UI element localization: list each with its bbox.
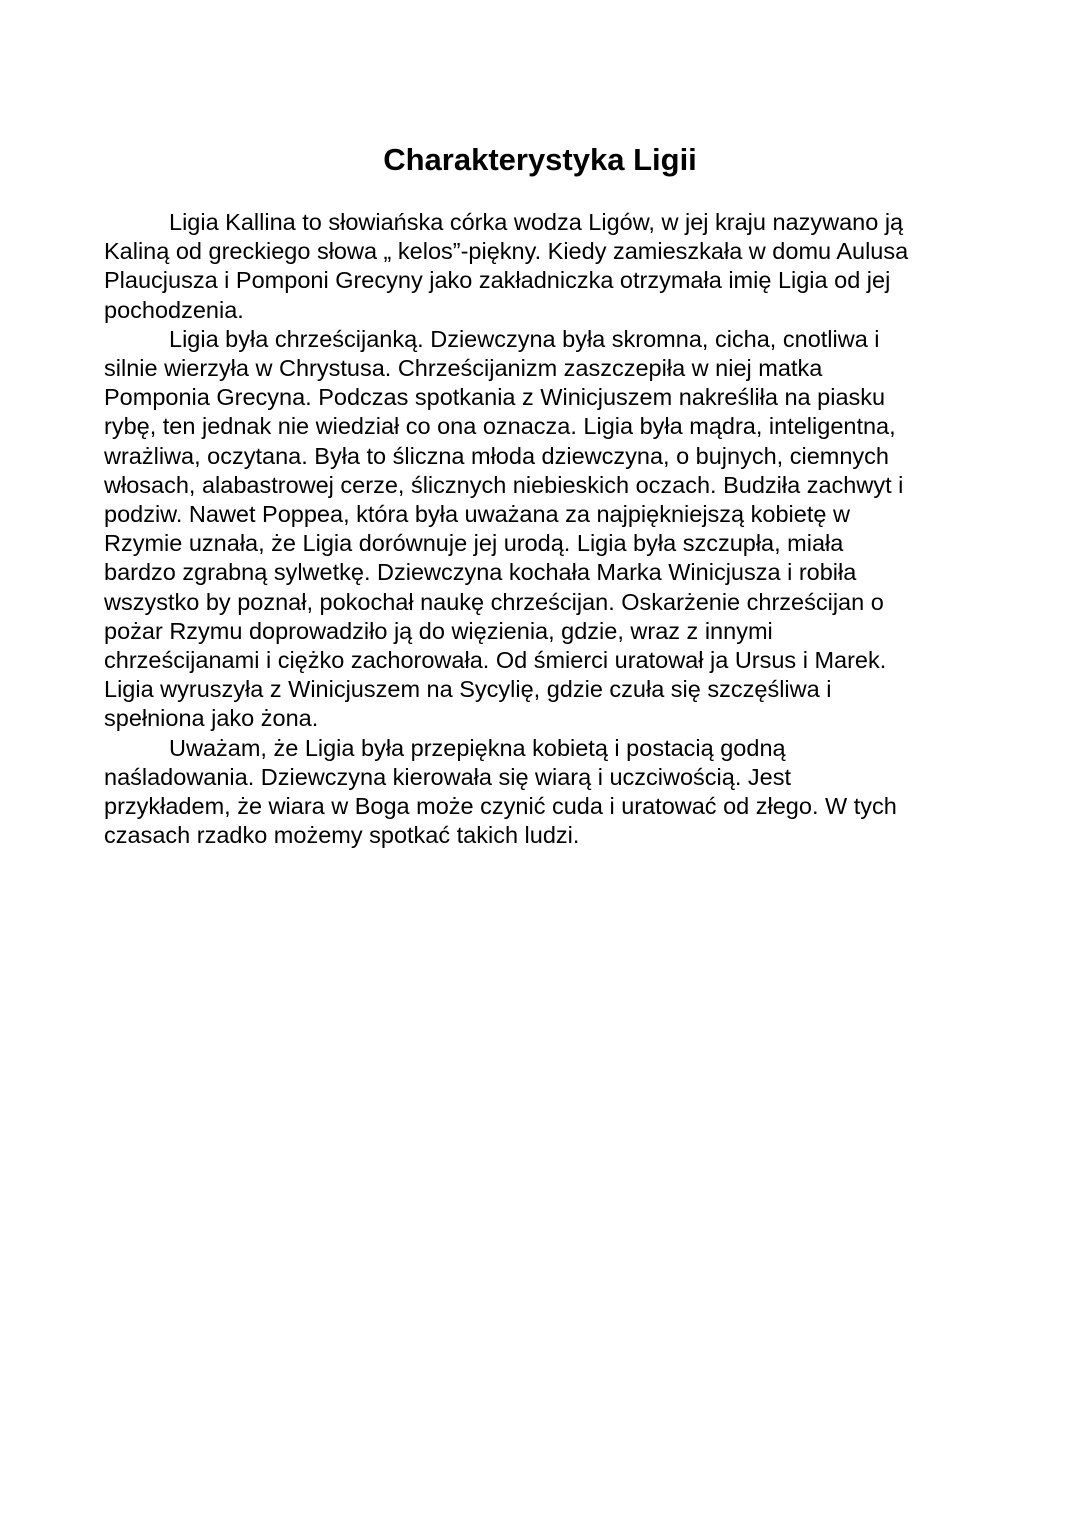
text-line: czasach rzadko możemy spotkać takich ludzi. <box>104 822 580 849</box>
document-body <box>104 208 994 850</box>
text-line: pożar Rzymu doprowadziło ją do więzienia, gdzie, wraz z innymi <box>104 617 773 644</box>
text-line: bardzo zgrabną sylwetkę. Dziewczyna kochała Marka Winicjusza i robiła <box>104 559 857 586</box>
text-line: wrażliwa, oczytana. Była to śliczna młoda dziewczyna, o bujnych, ciemnych <box>104 442 889 469</box>
text-line: chrześcijanami i ciężko zachorowała. Od śmierci uratował ja Ursus i Marek. <box>104 647 887 674</box>
text-line: Plaucjusza i Pomponi Grecyny jako zakładniczka otrzymała imię Ligia od jej <box>104 267 891 294</box>
document-title: Charakterystyka Ligii <box>383 142 697 177</box>
text-line: Ligia była chrześcijanką. Dziewczyna była skromna, cicha, cnotliwa i <box>169 325 880 352</box>
text-line: rybę, ten jednak nie wiedział co ona oznacza. Ligia była mądra, inteligentna, <box>104 413 896 440</box>
paragraph-conclusion <box>104 734 994 851</box>
text-line: silnie wierzyła w Chrystusa. Chrześcijanizm zaszczepiła w niej matka <box>104 355 823 382</box>
text-line: Pomponia Grecyna. Podczas spotkania z Winicjuszem nakreśliła na piasku <box>104 384 886 411</box>
text-line: Rzymie uznała, że Ligia dorównuje jej urodą. Ligia była szczupła, miała <box>104 530 844 557</box>
paragraph-character <box>104 325 994 734</box>
text-line: podziw. Nawet Poppea, która była uważana za najpiękniejszą kobietę w <box>104 501 850 528</box>
text-line: włosach, alabastrowej cerze, ślicznych niebieskich oczach. Budziła zachwyt i <box>104 471 904 498</box>
text-line: wszystko by poznał, pokochał naukę chrześcijan. Oskarżenie chrześcijan o <box>104 588 884 615</box>
text-line: Ligia Kallina to słowiańska córka wodza Ligów, w jej kraju nazywano ją <box>169 209 904 235</box>
text-line: pochodzenia. <box>104 296 244 323</box>
text-line: przykładem, że wiara w Boga może czynić cuda i uratować od złego. W tych <box>104 793 897 820</box>
paragraph-origin <box>104 208 994 325</box>
text-line: Kaliną od greckiego słowa „ kelos”-piękny. Kiedy zamieszkała w domu Aulusa <box>104 238 909 265</box>
text-line: spełniona jako żona. <box>104 705 319 732</box>
text-line: naśladowania. Dziewczyna kierowała się wiarą i uczciwością. Jest <box>104 763 792 790</box>
text-line: Uważam, że Ligia była przepiękna kobietą i postacią godną <box>169 734 786 761</box>
text-line: Ligia wyruszyła z Winicjuszem na Sycylię, gdzie czuła się szczęśliwa i <box>104 676 832 703</box>
